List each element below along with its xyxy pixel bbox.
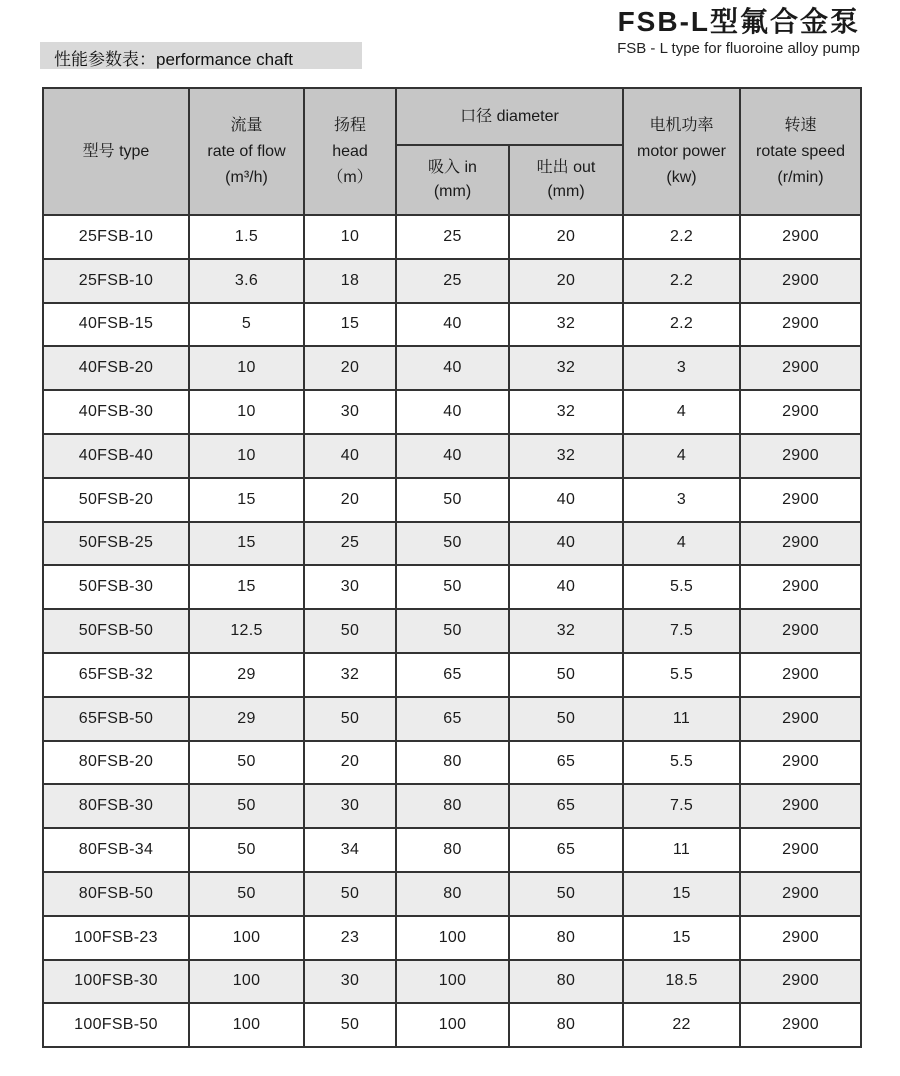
table-cell: 100 — [189, 916, 304, 960]
table-cell: 40 — [396, 346, 509, 390]
table-cell: 65 — [396, 653, 509, 697]
table-cell: 2900 — [740, 653, 861, 697]
table-cell: 50FSB-25 — [43, 522, 189, 566]
table-cell: 34 — [304, 828, 396, 872]
table-cell: 2900 — [740, 916, 861, 960]
table-cell: 7.5 — [623, 609, 740, 653]
table-cell: 3.6 — [189, 259, 304, 303]
table-cell: 2900 — [740, 390, 861, 434]
table-row — [43, 565, 861, 609]
col-header-suction — [396, 145, 509, 215]
table-cell: 80 — [396, 872, 509, 916]
table-row — [43, 1003, 861, 1047]
table-cell: 4 — [623, 522, 740, 566]
col-header-flow-en: rate of flow — [207, 142, 286, 160]
table-cell: 80 — [396, 828, 509, 872]
table-cell: 80 — [509, 1003, 623, 1047]
performance-table — [42, 87, 862, 1048]
table-cell: 2900 — [740, 565, 861, 609]
table-cell: 25 — [396, 215, 509, 259]
page-subtitle: FSB - L type for fluoroine alloy pump — [617, 40, 860, 58]
table-cell: 65 — [509, 741, 623, 785]
table-cell: 80FSB-50 — [43, 872, 189, 916]
table-cell: 15 — [304, 303, 396, 347]
col-header-head-en: head — [332, 142, 368, 160]
table-cell: 80FSB-34 — [43, 828, 189, 872]
table-row — [43, 784, 861, 828]
table-cell: 32 — [509, 609, 623, 653]
col-header-power — [623, 88, 740, 215]
col-header-head — [304, 88, 396, 215]
table-cell: 40FSB-30 — [43, 390, 189, 434]
table-cell: 10 — [189, 346, 304, 390]
table-cell: 29 — [189, 653, 304, 697]
table-cell: 18 — [304, 259, 396, 303]
table-cell: 40 — [396, 390, 509, 434]
table-cell: 100FSB-23 — [43, 916, 189, 960]
col-header-discharge — [509, 145, 623, 215]
table-cell: 2900 — [740, 960, 861, 1004]
table-row — [43, 346, 861, 390]
col-header-head-cn: 扬程 — [333, 116, 366, 134]
table-cell: 40 — [396, 434, 509, 478]
table-cell: 40 — [304, 434, 396, 478]
table-cell: 2900 — [740, 303, 861, 347]
table-cell: 15 — [189, 478, 304, 522]
col-header-flow-unit: (m³/h) — [225, 168, 268, 186]
col-header-type — [43, 88, 189, 215]
col-header-head-unit: （m） — [327, 168, 373, 186]
col-header-suction-label: 吸入 in — [428, 159, 477, 176]
table-cell: 2900 — [740, 259, 861, 303]
table-cell: 4 — [623, 390, 740, 434]
table-cell: 80 — [396, 784, 509, 828]
table-cell: 40FSB-40 — [43, 434, 189, 478]
table-cell: 1.5 — [189, 215, 304, 259]
table-row — [43, 828, 861, 872]
table-cell: 20 — [304, 741, 396, 785]
table-row — [43, 653, 861, 697]
col-header-power-unit: (kw) — [666, 168, 697, 186]
table-header — [43, 88, 861, 215]
table-cell: 50FSB-30 — [43, 565, 189, 609]
table-row — [43, 215, 861, 259]
table-row — [43, 916, 861, 960]
table-cell: 20 — [304, 478, 396, 522]
table-cell: 50 — [509, 697, 623, 741]
table-cell: 65FSB-50 — [43, 697, 189, 741]
table-cell: 11 — [623, 828, 740, 872]
table-cell: 40FSB-20 — [43, 346, 189, 390]
table-cell: 40FSB-15 — [43, 303, 189, 347]
table-cell: 5 — [189, 303, 304, 347]
col-header-flow — [189, 88, 304, 215]
table-cell: 30 — [304, 565, 396, 609]
table-cell: 30 — [304, 390, 396, 434]
table-cell: 40 — [396, 303, 509, 347]
col-header-speed-en: rotate speed — [756, 142, 845, 160]
col-header-power-cn: 电机功率 — [649, 116, 714, 134]
col-header-type-label: 型号 type — [82, 142, 150, 160]
section-label: 性能参数表：performance chaft — [40, 42, 362, 69]
table-row — [43, 303, 861, 347]
table-cell: 3 — [623, 478, 740, 522]
table-cell: 50 — [189, 784, 304, 828]
table-cell: 15 — [623, 872, 740, 916]
table-cell: 50 — [509, 653, 623, 697]
table-cell: 15 — [189, 565, 304, 609]
table-cell: 2.2 — [623, 259, 740, 303]
col-header-speed — [740, 88, 861, 215]
table-cell: 65 — [396, 697, 509, 741]
table-cell: 100 — [396, 960, 509, 1004]
table-cell: 50 — [396, 522, 509, 566]
table-cell: 50 — [509, 872, 623, 916]
table-cell: 5.5 — [623, 741, 740, 785]
table-cell: 10 — [304, 215, 396, 259]
table-cell: 2900 — [740, 828, 861, 872]
table-cell: 15 — [623, 916, 740, 960]
table-row — [43, 697, 861, 741]
col-header-diameter — [396, 88, 623, 145]
table-cell: 100 — [189, 1003, 304, 1047]
table-cell: 2900 — [740, 784, 861, 828]
table-cell: 100 — [396, 1003, 509, 1047]
table-cell: 2900 — [740, 478, 861, 522]
table-cell: 65FSB-32 — [43, 653, 189, 697]
document-titles — [617, 6, 860, 57]
table-cell: 100FSB-30 — [43, 960, 189, 1004]
col-header-speed-cn: 转速 — [784, 116, 817, 134]
table-row — [43, 522, 861, 566]
table-cell: 10 — [189, 434, 304, 478]
table-cell: 20 — [304, 346, 396, 390]
table-cell: 25 — [304, 522, 396, 566]
table-cell: 23 — [304, 916, 396, 960]
table-cell: 100FSB-50 — [43, 1003, 189, 1047]
table-cell: 65 — [509, 828, 623, 872]
table-cell: 11 — [623, 697, 740, 741]
table-cell: 2900 — [740, 215, 861, 259]
table-cell: 50 — [304, 1003, 396, 1047]
table-cell: 40 — [509, 478, 623, 522]
table-cell: 100 — [189, 960, 304, 1004]
col-header-speed-unit: (r/min) — [777, 168, 824, 186]
table-cell: 32 — [509, 303, 623, 347]
table-cell: 20 — [509, 259, 623, 303]
table-cell: 10 — [189, 390, 304, 434]
table-cell: 25 — [396, 259, 509, 303]
table-cell: 25FSB-10 — [43, 215, 189, 259]
table-row — [43, 390, 861, 434]
table-cell: 2900 — [740, 741, 861, 785]
table-cell: 80 — [396, 741, 509, 785]
table-cell: 25FSB-10 — [43, 259, 189, 303]
table-cell: 40 — [509, 522, 623, 566]
table-cell: 50FSB-20 — [43, 478, 189, 522]
table-cell: 5.5 — [623, 565, 740, 609]
col-header-diameter-label: 口径 diameter — [460, 107, 559, 125]
table-cell: 30 — [304, 960, 396, 1004]
table-cell: 80FSB-20 — [43, 741, 189, 785]
table-cell: 100 — [396, 916, 509, 960]
page-title: FSB-L型氟合金泵 — [617, 6, 860, 37]
table-cell: 2900 — [740, 872, 861, 916]
table-row — [43, 741, 861, 785]
col-header-discharge-unit: (mm) — [547, 183, 585, 200]
table-row — [43, 259, 861, 303]
table-cell: 15 — [189, 522, 304, 566]
table-cell: 2900 — [740, 346, 861, 390]
table-cell: 2900 — [740, 434, 861, 478]
table-cell: 3 — [623, 346, 740, 390]
table-cell: 18.5 — [623, 960, 740, 1004]
table-cell: 32 — [304, 653, 396, 697]
table-cell: 50 — [189, 741, 304, 785]
table-cell: 80 — [509, 916, 623, 960]
table-row — [43, 478, 861, 522]
table-cell: 40 — [509, 565, 623, 609]
table-cell: 50 — [189, 828, 304, 872]
table-cell: 80 — [509, 960, 623, 1004]
table-cell: 4 — [623, 434, 740, 478]
table-cell: 65 — [509, 784, 623, 828]
col-header-power-en: motor power — [637, 142, 726, 160]
table-cell: 32 — [509, 434, 623, 478]
table-cell: 2.2 — [623, 303, 740, 347]
table-row — [43, 434, 861, 478]
table-cell: 29 — [189, 697, 304, 741]
table-cell: 20 — [509, 215, 623, 259]
table-cell: 5.5 — [623, 653, 740, 697]
table-cell: 30 — [304, 784, 396, 828]
col-header-flow-cn: 流量 — [230, 116, 263, 134]
table-cell: 50 — [189, 872, 304, 916]
table-cell: 22 — [623, 1003, 740, 1047]
table-cell: 2.2 — [623, 215, 740, 259]
col-header-discharge-label: 吐出 out — [536, 159, 596, 176]
table-cell: 2900 — [740, 697, 861, 741]
table-cell: 50 — [304, 697, 396, 741]
table-cell: 50 — [304, 609, 396, 653]
table-cell: 80FSB-30 — [43, 784, 189, 828]
table-body — [43, 215, 861, 1047]
table-cell: 50 — [396, 565, 509, 609]
table-cell: 2900 — [740, 1003, 861, 1047]
table-row — [43, 609, 861, 653]
table-cell: 32 — [509, 390, 623, 434]
table-row — [43, 960, 861, 1004]
table-cell: 2900 — [740, 522, 861, 566]
table-row — [43, 872, 861, 916]
table-cell: 50 — [304, 872, 396, 916]
table-cell: 12.5 — [189, 609, 304, 653]
table-cell: 50FSB-50 — [43, 609, 189, 653]
table-cell: 2900 — [740, 609, 861, 653]
col-header-suction-unit: (mm) — [433, 183, 472, 200]
table-cell: 32 — [509, 346, 623, 390]
table-cell: 50 — [396, 609, 509, 653]
table-cell: 7.5 — [623, 784, 740, 828]
table-cell: 50 — [396, 478, 509, 522]
